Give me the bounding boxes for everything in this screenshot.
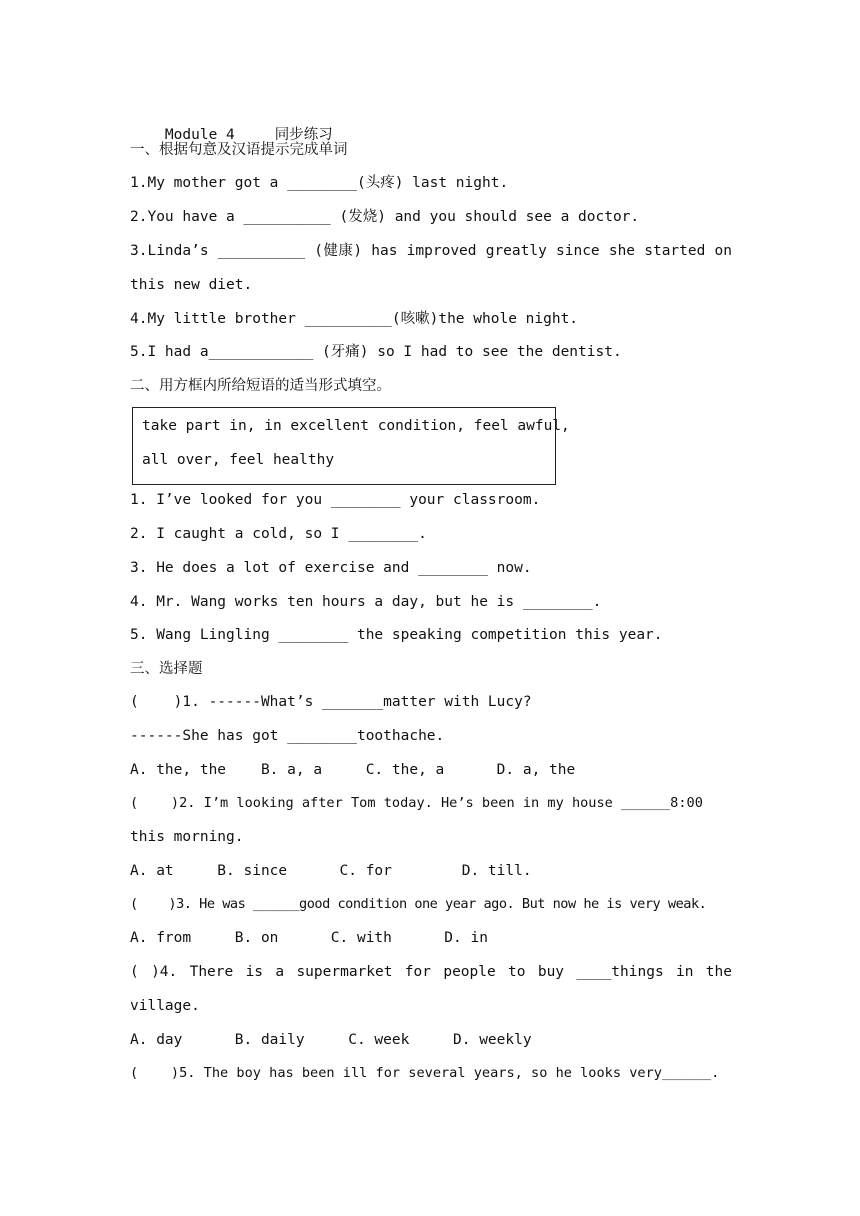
options-line: A. the, the B. a, a C. the, a D. a, the <box>130 762 576 778</box>
subtitle-label: 同步练习 <box>274 127 333 143</box>
section2-item: 4. Mr. Wang works ten hours a day, but he is ________. <box>130 594 602 610</box>
options-line: A. day B. daily C. week D. weekly <box>130 1032 532 1048</box>
section2-item: 2. I caught a cold, so I ________. <box>130 526 427 542</box>
phrase-box-line: all over, feel healthy <box>142 452 335 468</box>
question-line: village. <box>130 998 200 1014</box>
section1-item: 3.Linda’s __________ (健康) has improved greatly since she started on <box>130 243 732 259</box>
section2-item: 3. He does a lot of exercise and ________ now. <box>130 560 532 576</box>
question-line: ( )5. The boy has been ill for several years, so he looks very______. <box>130 1065 720 1081</box>
question-line: ( )4. There is a supermarket for people to buy ____things in the <box>130 964 732 980</box>
section1-item: 5.I had a____________ (牙痛) so I had to see the dentist. <box>130 344 622 360</box>
section1-item-continuation: this new diet. <box>130 277 253 293</box>
options-line: A. at B. since C. for D. till. <box>130 863 532 879</box>
question-line: ( )3. He was ______good condition one year ago. But now he is very weak. <box>130 896 707 912</box>
question-line: ------She has got ________toothache. <box>130 728 445 744</box>
section1-item: 4.My little brother __________(咳嗽)the whole night. <box>130 311 579 327</box>
phrase-box-line: take part in, in excellent condition, feel awful, <box>142 418 570 434</box>
section2-item: 1. I’ve looked for you ________ your classroom. <box>130 492 541 508</box>
section1-item: 1.My mother got a ________(头疼) last night. <box>130 175 509 191</box>
section3-heading: 三、选择题 <box>130 661 203 677</box>
section1-item: 2.You have a __________ (发烧) and you should see a doctor. <box>130 209 640 225</box>
section2-item: 5. Wang Lingling ________ the speaking competition this year. <box>130 627 663 643</box>
options-line: A. from B. on C. with D. in <box>130 930 488 946</box>
phrase-box <box>132 407 570 485</box>
question-line: this morning. <box>130 829 244 845</box>
question-line: ( )2. I’m looking after Tom today. He’s been in my house ______8:00 <box>130 795 703 811</box>
section2-heading: 二、用方框内所给短语的适当形式填空。 <box>130 378 391 394</box>
worksheet-title <box>130 105 732 143</box>
question-line: ( )1. ------What’s _______matter with Lucy? <box>130 694 532 710</box>
module-label: Module 4 <box>164 127 235 143</box>
section1-heading: 一、根据句意及汉语提示完成单词 <box>130 142 348 158</box>
